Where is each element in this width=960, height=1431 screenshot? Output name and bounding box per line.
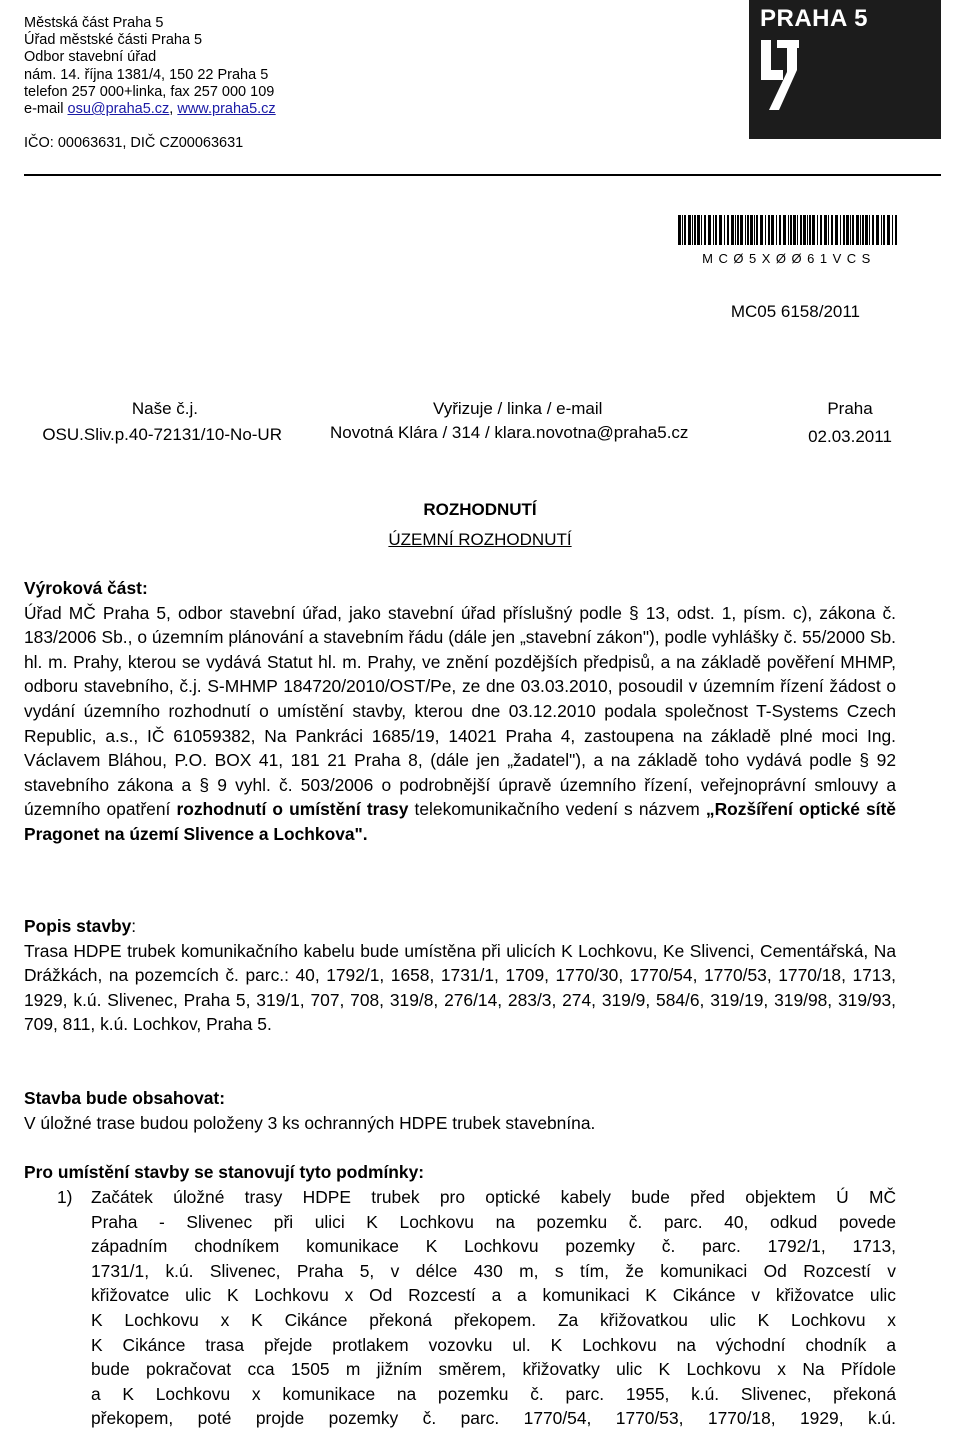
condition-line: překopem, poté projde pozemky č. parc. 1770/54, 1770/53, 1770/18, 1929, k.ú.: [91, 1408, 896, 1429]
our-reference: [24, 396, 282, 448]
email-link[interactable]: osu@praha5.cz: [67, 101, 170, 118]
address-line: Městská část Praha 5: [24, 15, 164, 31]
condition-line: K Cikánce trasa přejde protlakem vozovku ul. K Lochkovu na východní chodník a: [91, 1334, 896, 1355]
web-link[interactable]: www.praha5.cz: [177, 101, 276, 118]
barcode-bar: [771, 215, 774, 245]
barcode-bar: [747, 215, 749, 245]
barcode-bar: [719, 215, 722, 245]
barcode-bar: [852, 215, 854, 245]
logo-mark-icon: [749, 0, 941, 139]
barcode-bar: [895, 215, 897, 245]
handled-label: Vyřizuje / linka / e-mail: [433, 399, 603, 418]
our-ref-label: Naše č.j.: [131, 399, 198, 418]
barcode-bar: [793, 215, 796, 245]
address-line: Odbor stavební úřad: [24, 49, 157, 66]
contents-section: [24, 1086, 896, 1135]
barcode-bar: [754, 215, 755, 245]
barcode-bar: [881, 215, 882, 245]
barcode-bar: [835, 215, 838, 245]
description-text: Trasa HDPE trubek komunikačního kabelu bude umístěna při ulicích K Lochkovu, Ke Slivenci, Cementářská, Na Drážkách, na pozemcích č. parc.: 40, 1792/1, 1658, 1731/1, 1709, 1770/30, 1770/54, 1770/53, 1770/18, 1713, 1929, k.ú. Slivenec, Praha 5, 319/1, 707, 708, 319/8, 276/14, 283/3, 274, 319/9, 584/6, 319/19, 319/98, 319/93, 709, 811, k.ú. Lochkov, Praha 5.: [24, 940, 896, 1035]
barcode-bar: [797, 215, 798, 245]
handled-by: [320, 396, 740, 446]
barcode-bar: [688, 215, 691, 245]
logo-title: PRAHA 5: [760, 5, 868, 32]
barcode-bar: [779, 215, 781, 245]
place-label: Praha: [827, 399, 873, 418]
barcode-bar: [840, 215, 841, 245]
barcode-bar: [887, 215, 890, 245]
barcode-bar: [862, 215, 864, 245]
barcode-bar: [809, 215, 811, 245]
barcode-bar: [843, 215, 845, 245]
barcode-bar: [765, 215, 766, 245]
barcode-bar: [828, 215, 829, 245]
barcode-bar: [892, 215, 893, 245]
document-number: MC05 6158/2011: [730, 302, 860, 321]
barcode-bar: [860, 215, 861, 245]
verdict-paragraph: Úřad MČ Praha 5, odbor stavební úřad, jako stavební úřad příslušný podle § 13, odst. 1, písm. c), zákona č. 183/2006 Sb., o územním plánování a stavebním řádu (dále jen „stavební zákon"), podle vyhlášky č. 55/2000 Sb. hl. m. Prahy, kterou se vydává Statut hl. m. Prahy, ve znění pozdějších předpisů, a na základě pověření MHMP, odboru stavebního, č.j. S-MHMP 184720/2010/OST/Pe, ze dne 03.03.2010, posoudil v územním řízení žádost o vydání územního rozhodnutí o umístění stavby, kterou dne 03.12.2010 podala společnost T-Systems Czech Republic, a.s., IČ 61059382, Na Pankráci 1685/19, 14021 Praha 4, zastoupena na základě plné moci Ing. Václavem Bláhou, P.O. BOX 41, 181 21 Praha 8, (dále jen „žadatel"), a na základě toho vydává podle § 92 stavebního zákona a § 9 vyhl. č. 503/2006 o podrobnější úpravě územního řízení, veřejnoprávní smlouvy a územního opatření rozhodnutí o umístění trasy telekomunikačního vedení s názvem „Rozšíření optické sítě Pragonet na území Slivence a Lochkova".: [24, 602, 896, 844]
condition-line: Praha - Slivenec při ulici K Lochkovu na pozemku č. parc. 40, odkud povede: [91, 1211, 896, 1232]
barcode-bar: [708, 215, 711, 245]
barcode-bar: [727, 215, 729, 245]
barcode-bar: [701, 215, 702, 245]
barcode-bar: [756, 215, 758, 245]
barcode-bar: [740, 215, 743, 245]
condition-line: Začátek úložné trasy HDPE trubek pro optické kabely bude před objektem Ú MČ: [91, 1187, 896, 1207]
barcode-bar: [692, 215, 693, 245]
barcode-bar: [865, 215, 868, 245]
handled-value: Novotná Klára / 314 / klara.novotna@praha5.cz: [330, 423, 689, 442]
barcode-bar: [724, 215, 725, 245]
web-line: [24, 118, 276, 135]
barcode-bar: [737, 215, 739, 245]
barcode-bar: [850, 215, 851, 245]
barcode-bar: [872, 215, 874, 245]
barcode-bar: [694, 215, 696, 245]
barcode-bar: [883, 215, 885, 245]
barcode-bar: [735, 215, 736, 245]
condition-line: západním chodníkem komunikace K Lochkovu pozemky č. parc. 1792/1, 1713,: [91, 1236, 896, 1257]
office-address: [24, 15, 276, 153]
barcode-bar: [682, 215, 683, 245]
barcode-bar: [817, 215, 818, 245]
contents-heading: Stavba bude obsahovat:: [24, 1088, 225, 1108]
place-date: [790, 396, 910, 450]
address-line: telefon 257 000+linka, fax 257 000 109: [24, 83, 275, 100]
description-section: [24, 914, 896, 1037]
barcode-bar: [800, 215, 802, 245]
barcode-bar: [731, 215, 734, 245]
barcode-bar: [745, 215, 746, 245]
barcode-bar: [846, 215, 849, 245]
barcode-bar: [776, 215, 777, 245]
condition-number: 1): [57, 1187, 73, 1207]
condition-line: a K Lochkovu x komunikace na pozemku č. parc. 1955, k.ú. Slivenec, překoná: [91, 1383, 896, 1404]
barcode-bar: [824, 215, 827, 245]
barcode-bar: [760, 215, 763, 245]
condition-line: křižovatce ulic K Lochkovu x Od Rozcestí a a komunikaci K Cikánce v křižovatce ulic: [91, 1285, 896, 1306]
ico-line: IČO: 00063631, DIČ CZ00063631: [24, 135, 244, 152]
date-value: 02.03.2011: [808, 427, 892, 446]
separator: ,: [169, 101, 178, 118]
conditions-heading-text: Pro umístění stavby se stanovují tyto podmínky:: [24, 1162, 425, 1182]
decision-title: ROZHODNUTÍ: [423, 500, 537, 519]
condition-line: 1731/1, k.ú. Slivenec, Praha 5, v délce 430 m, s tím, že komunikaci Od Rozcestí v: [91, 1260, 896, 1281]
verdict-section: [24, 576, 896, 847]
condition-line: K Lochkovu x K Cikánce překoná překopem. Za křižovatkou ulic K Lochkovu x: [91, 1309, 896, 1330]
barcode-bar: [684, 215, 686, 245]
barcode-bar: [783, 215, 786, 245]
address-line: Úřad městské části Praha 5: [24, 32, 203, 49]
barcode-bar: [678, 215, 681, 245]
contact-line: [24, 101, 276, 118]
header-divider: [24, 174, 941, 176]
barcode: [676, 215, 902, 253]
barcode-bar: [869, 215, 870, 245]
barcode-bar: [803, 215, 806, 245]
barcode-bar: [715, 215, 717, 245]
address-line: nám. 14. října 1381/4, 150 22 Praha 5: [24, 66, 269, 83]
email-prefix: e-mail: [24, 101, 68, 118]
barcode-bar: [697, 215, 700, 245]
contents-text: V úložné trase budou položeny 3 ks ochranných HDPE trubek stavebnína.: [24, 1112, 596, 1133]
barcode-bar: [876, 215, 879, 245]
barcode-bar: [704, 215, 706, 245]
decision-subtitle: ÚZEMNÍ ROZHODNUTÍ: [388, 530, 572, 549]
barcode-bar: [831, 215, 833, 245]
barcode-bar: [807, 215, 808, 245]
description-heading: Popis stavby:: [24, 916, 137, 936]
barcode-bar: [788, 215, 789, 245]
barcode-bar: [856, 215, 859, 245]
barcode-bar: [820, 215, 822, 245]
condition-item: [57, 1185, 896, 1431]
barcode-bar: [713, 215, 714, 245]
praha5-logo: [749, 0, 941, 139]
barcode-bar: [750, 215, 753, 245]
condition-text: [91, 1185, 896, 1431]
barcode-bar: [812, 215, 815, 245]
barcode-bar: [790, 215, 792, 245]
condition-line: bude pokračovat cca 1505 m jižním směrem, křižovatky ulic K Lochkovu x Na Přídole: [91, 1359, 896, 1380]
barcode-bar: [768, 215, 770, 245]
barcode-text: MCØ5XØØ61VCS: [702, 251, 876, 266]
verdict-heading: Výroková část:: [24, 578, 148, 598]
our-ref-value: OSU.Sliv.p.40-72131/10-No-UR: [42, 425, 282, 444]
